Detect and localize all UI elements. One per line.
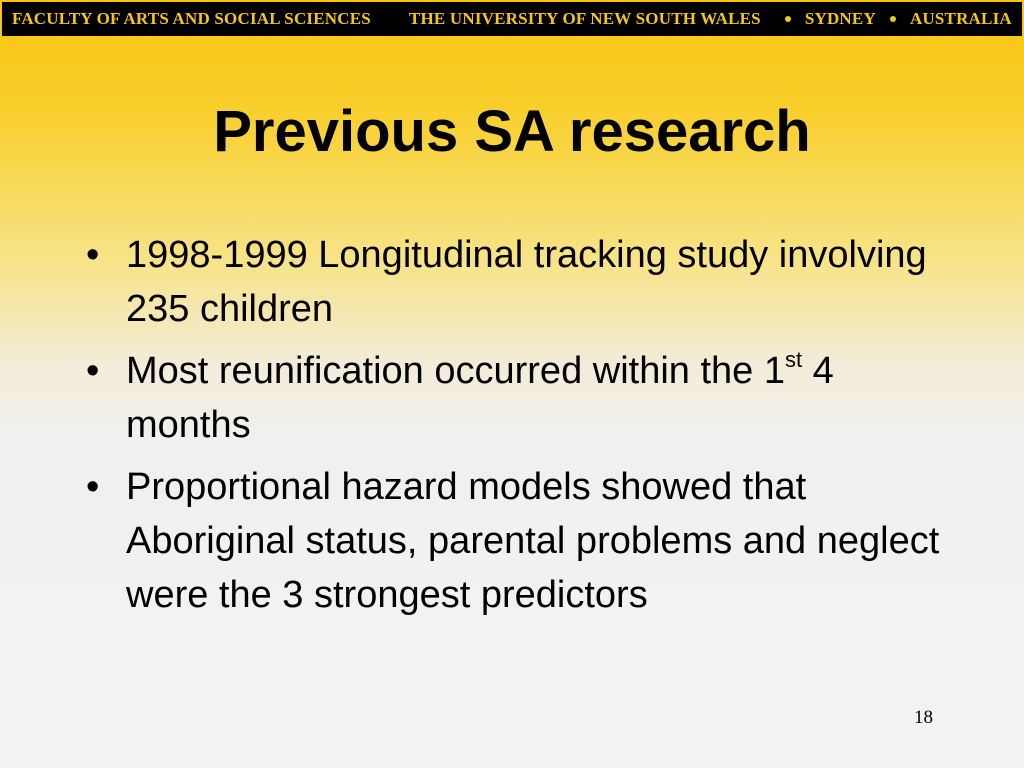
bullet-text-continued: 4 months xyxy=(126,350,834,446)
separator-dot-icon xyxy=(785,16,791,22)
bullet-text: 1998-1999 Longitudinal tracking study involving 235 children xyxy=(126,234,927,330)
bullet-item xyxy=(86,344,946,452)
bullet-list xyxy=(86,228,946,630)
bullet-icon: • xyxy=(86,466,100,508)
slide-title: Previous SA research xyxy=(213,99,811,164)
ordinal-superscript: st xyxy=(785,347,803,372)
country-name: AUSTRALIA xyxy=(909,9,1012,28)
university-name: THE UNIVERSITY OF NEW SOUTH WALES xyxy=(408,9,761,28)
faculty-name: FACULTY OF ARTS AND SOCIAL SCIENCES xyxy=(12,9,371,28)
bullet-item xyxy=(86,460,946,622)
bullet-text: Proportional hazard models showed that Aboriginal status, parental problems and neglect were the 3 strongest predictors xyxy=(126,466,940,616)
bullet-text: Most reunification occurred within the 1 xyxy=(126,350,785,392)
header-bar xyxy=(2,2,1022,36)
bullet-icon: • xyxy=(86,350,100,392)
page-number: 18 xyxy=(914,707,933,728)
city-name: SYDNEY xyxy=(804,9,876,28)
bullet-icon: • xyxy=(86,234,100,276)
separator-dot-icon xyxy=(890,16,896,22)
bullet-item xyxy=(86,228,946,336)
